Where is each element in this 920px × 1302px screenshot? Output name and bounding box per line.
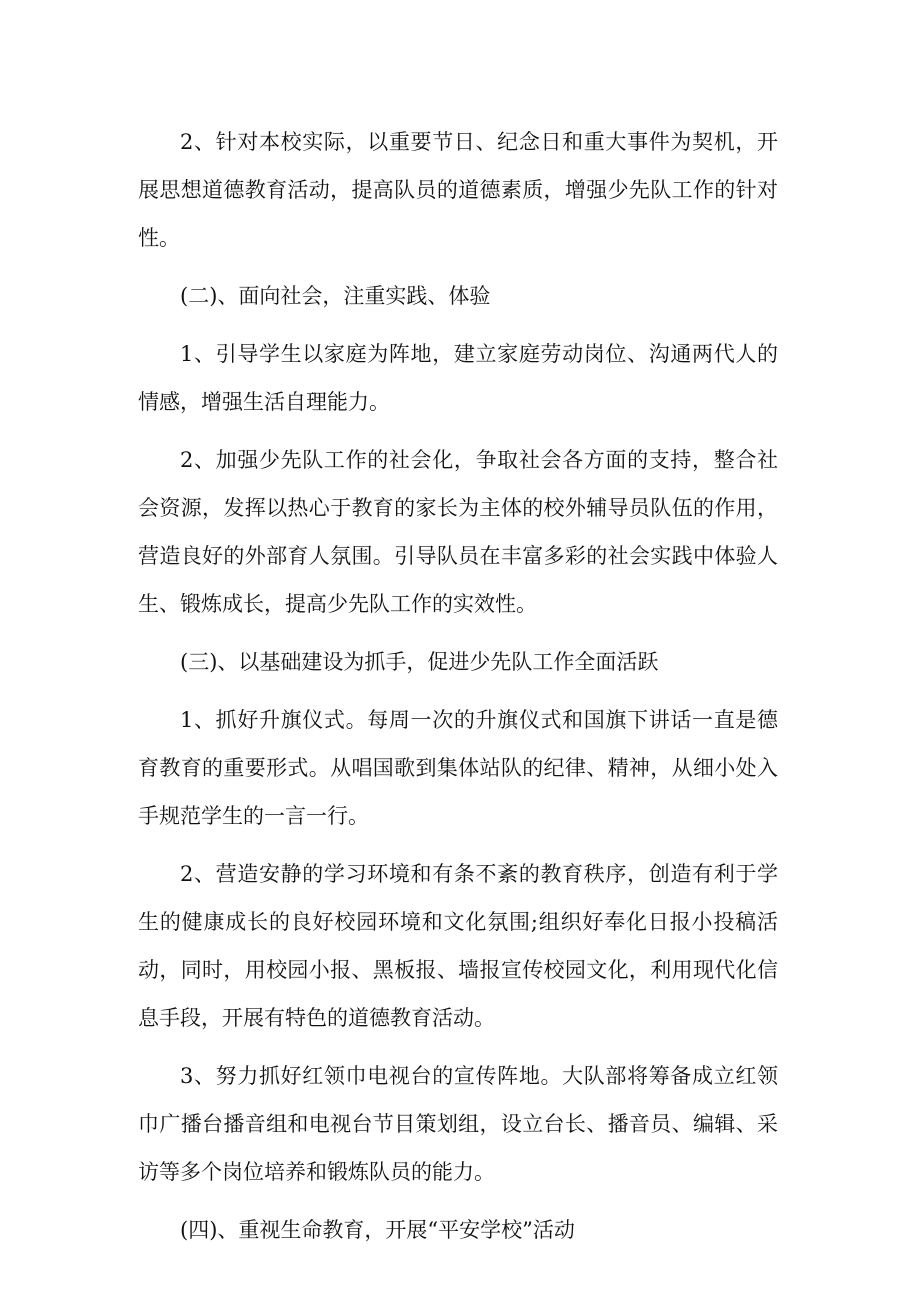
paragraph-6: 1、抓好升旗仪式。每周一次的升旗仪式和国旗下讲话一直是德育教育的重要形式。从唱国歌到集体站队的纪律、精神，从细小处入手规范学生的一言一行。 bbox=[138, 708, 778, 828]
section-heading-9: (四)、重视生命教育，开展“平安学校”活动 bbox=[180, 1218, 575, 1242]
document-body bbox=[138, 118, 778, 1264]
paragraph-8: 3、努力抓好红领巾电视台的宣传阵地。大队部将筹备成立红领巾广播台播音组和电视台节目策划组，设立台长、播音员、编辑、采访等多个岗位培养和锻炼队员的能力。 bbox=[138, 1064, 778, 1184]
paragraph-7: 2、营造安静的学习环境和有条不紊的教育秩序，创造有利于学生的健康成长的良好校园环境和文化氛围;组织好奉化日报小投稿活动，同时，用校园小报、黑板报、墙报宣传校园文化，利用现代化信息手段，开展有特色的道德教育活动。 bbox=[138, 862, 778, 1030]
section-heading-5: (三)、以基础建设为抓手，促进少先队工作全面活跃 bbox=[180, 650, 659, 674]
paragraph-4: 2、加强少先队工作的社会化，争取社会各方面的支持，整合社会资源，发挥以热心于教育的家长为主体的校外辅导员队伍的作用，营造良好的外部育人氛围。引导队员在丰富多彩的社会实践中体验人生、锻炼成长，提高少先队工作的实效性。 bbox=[138, 448, 778, 616]
paragraph-1: 2、针对本校实际，以重要节日、纪念日和重大事件为契机，开展思想道德教育活动，提高队员的道德素质，增强少先队工作的针对性。 bbox=[138, 130, 778, 250]
section-heading-2: (二)、面向社会，注重实践、体验 bbox=[180, 284, 491, 308]
paragraph-3: 1、引导学生以家庭为阵地，建立家庭劳动岗位、沟通两代人的情感，增强生活自理能力。 bbox=[138, 342, 778, 414]
